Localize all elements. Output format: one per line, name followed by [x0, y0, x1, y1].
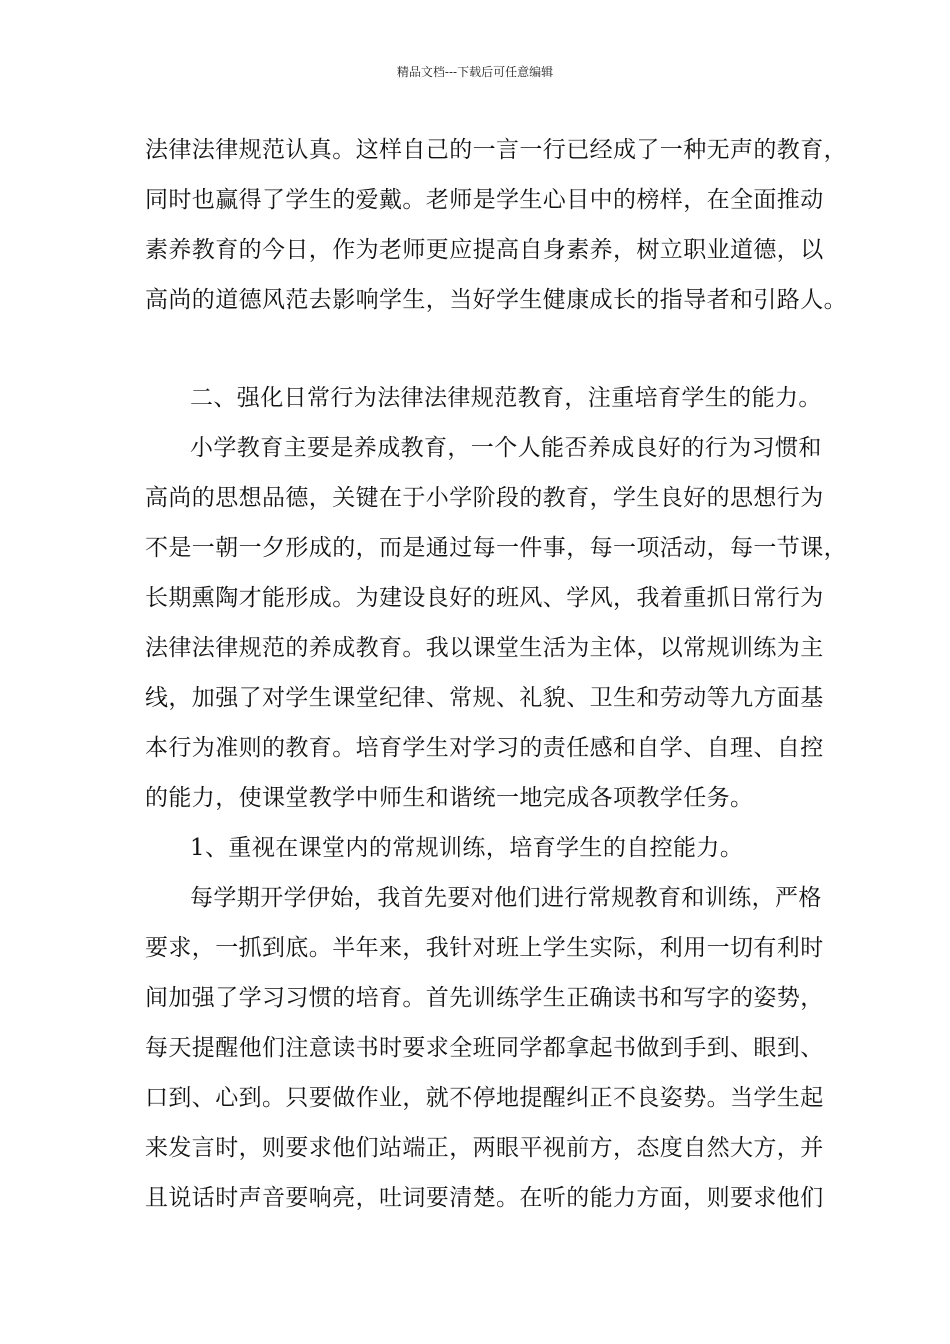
- paragraph-line: 且说话时声音要响亮，吐词要清楚。在听的能力方面，则要求他们: [145, 1185, 824, 1211]
- paragraph-line: 同时也赢得了学生的爱戴。老师是学生心目中的榜样，在全面推动: [145, 187, 824, 213]
- paragraph-line: 不是一朝一夕形成的，而是通过每一件事，每一项活动，每一节课，: [145, 535, 847, 561]
- paragraph-line: 本行为准则的教育。培育学生对学习的责任感和自学、自理、自控: [145, 735, 824, 761]
- paragraph-line: 素养教育的今日，作为老师更应提高自身素养，树立职业道德，以: [145, 237, 824, 263]
- subsection-heading: 1、重视在课堂内的常规训练，培育学生的自控能力。: [190, 835, 744, 861]
- paragraph-line: 每天提醒他们注意读书时要求全班同学都拿起书做到手到、眼到、: [145, 1035, 824, 1061]
- paragraph-line: 长期熏陶才能形成。为建设良好的班风、学风，我着重抓日常行为: [145, 585, 824, 611]
- section-heading: 二、强化日常行为法律法律规范教育，注重培育学生的能力。: [190, 385, 822, 411]
- paragraph-line: 高尚的思想品德，关键在于小学阶段的教育，学生良好的思想行为: [145, 485, 824, 511]
- paragraph-line: 线，加强了对学生课堂纪律、常规、礼貌、卫生和劳动等九方面基: [145, 685, 824, 711]
- paragraph-line: 要求，一抓到底。半年来，我针对班上学生实际，利用一切有利时: [145, 935, 824, 961]
- paragraph-line: 法律法律规范的养成教育。我以课堂生活为主体，以常规训练为主: [145, 635, 824, 661]
- paragraph-line: 来发言时，则要求他们站端正，两眼平视前方，态度自然大方，并: [145, 1135, 824, 1161]
- paragraph-line: 高尚的道德风范去影响学生，当好学生健康成长的指导者和引路人。: [145, 287, 847, 313]
- paragraph-line: 每学期开学伊始，我首先要对他们进行常规教育和训练，严格: [190, 885, 822, 911]
- paragraph-line: 间加强了学习习惯的培育。首先训练学生正确读书和写字的姿势，: [145, 985, 824, 1011]
- page-header: 精品文档---下载后可任意编辑: [396, 65, 554, 79]
- paragraph-line: 口到、心到。只要做作业，就不停地提醒纠正不良姿势。当学生起: [145, 1085, 824, 1111]
- paragraph-line: 小学教育主要是养成教育，一个人能否养成良好的行为习惯和: [190, 435, 822, 461]
- paragraph-line: 的能力，使课堂教学中师生和谐统一地完成各项教学任务。: [145, 785, 754, 811]
- paragraph-line: 法律法律规范认真。这样自己的一言一行已经成了一种无声的教育，: [145, 137, 847, 163]
